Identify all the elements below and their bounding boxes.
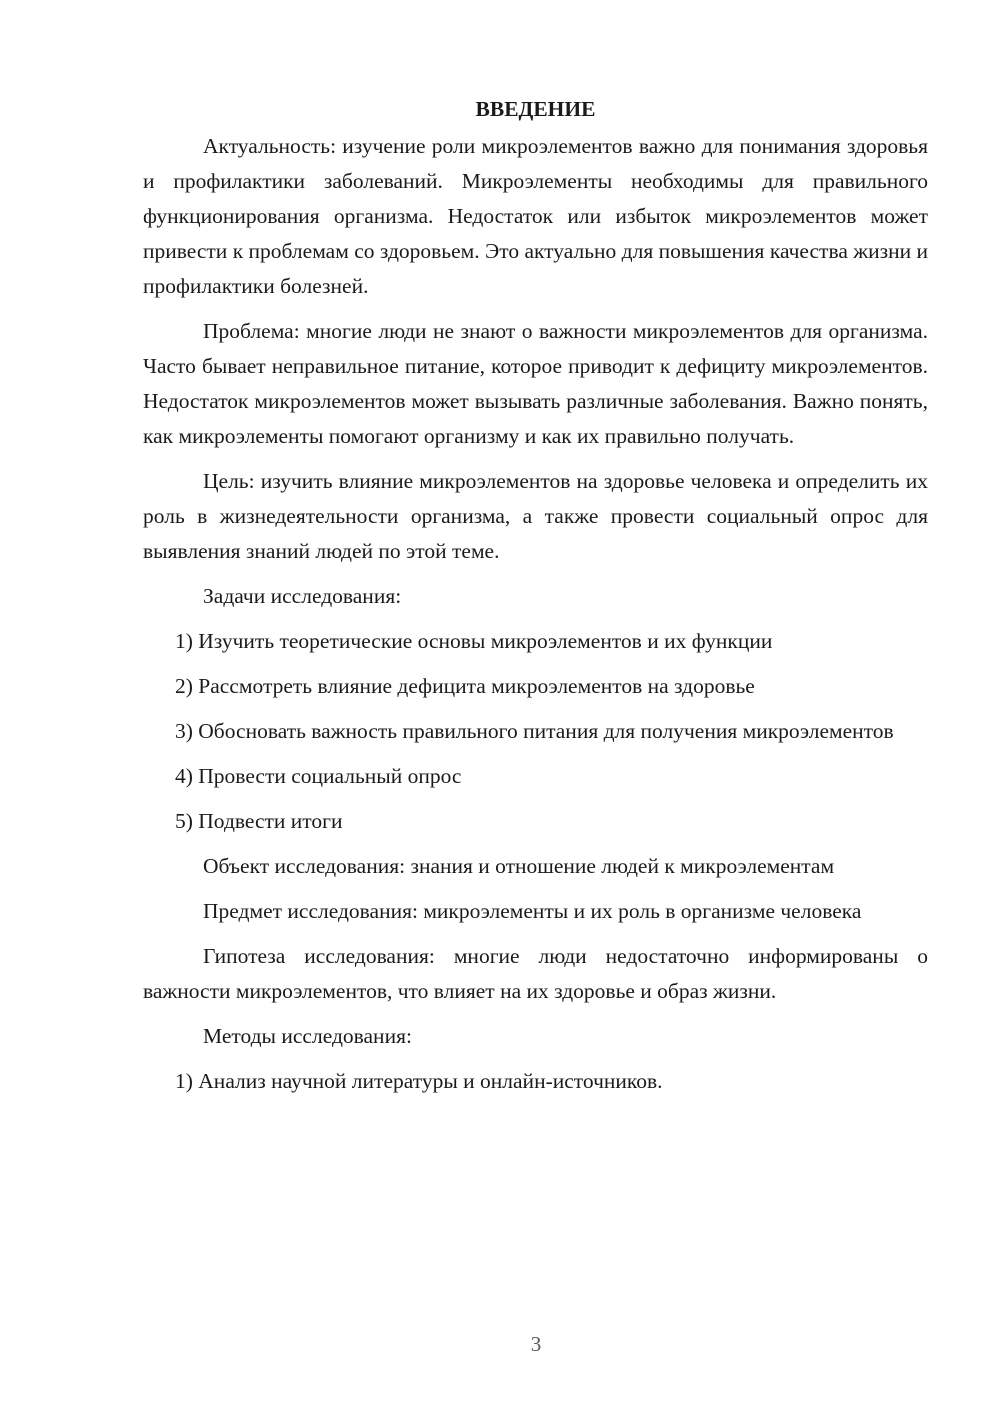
tasks-heading: Задачи исследования: (203, 584, 402, 608)
list-item-task-1: 1) Изучить теоретические основы микроэлементов и их функции (175, 629, 773, 653)
paragraph-relevance: Актуальность: изучение роли микроэлементов важно для понимания здоровья и профилактики заболеваний. Микроэлементы необходимы для правильного функционирования организма. Недостаток или избыток микроэлементов может привести к проблемам со здоровьем. Это актуально для повышения качества жизни и профилактики болезней. (143, 134, 928, 298)
page-number: 3 (530, 1332, 542, 1356)
paragraph-hypothesis: Гипотеза исследования: многие люди недостаточно информированы о важности микроэлементов, что влияет на их здоровье и образ жизни. (143, 944, 928, 1003)
paragraph-goal: Цель: изучить влияние микроэлементов на здоровье человека и определить их роль в жизнедеятельности организма, а также провести социальный опрос для выявления знаний людей по этой теме. (143, 469, 928, 563)
list-item-task-2: 2) Рассмотреть влияние дефицита микроэлементов на здоровье (175, 674, 755, 698)
list-item-method-1: 1) Анализ научной литературы и онлайн-источников. (175, 1069, 663, 1093)
list-item-task-3: 3) Обосновать важность правильного питания для получения микроэлементов (175, 719, 894, 743)
document-page (143, 92, 928, 1109)
paragraph-problem: Проблема: многие люди не знают о важности микроэлементов для организма. Часто бывает неправильное питание, которое приводит к дефициту микроэлементов. Недостаток микроэлементов может вызывать различные заболевания. Важно понять, как микроэлементы помогают организму и как их правильно получать. (143, 319, 928, 448)
list-item-task-4: 4) Провести социальный опрос (175, 764, 462, 788)
list-item-task-5: 5) Подвести итоги (175, 809, 343, 833)
methods-heading: Методы исследования: (203, 1024, 412, 1048)
paragraph-object: Объект исследования: знания и отношение людей к микроэлементам (203, 854, 835, 878)
paragraph-subject: Предмет исследования: микроэлементы и их роль в организме человека (203, 899, 862, 923)
page-title: ВВЕДЕНИЕ (475, 97, 596, 121)
